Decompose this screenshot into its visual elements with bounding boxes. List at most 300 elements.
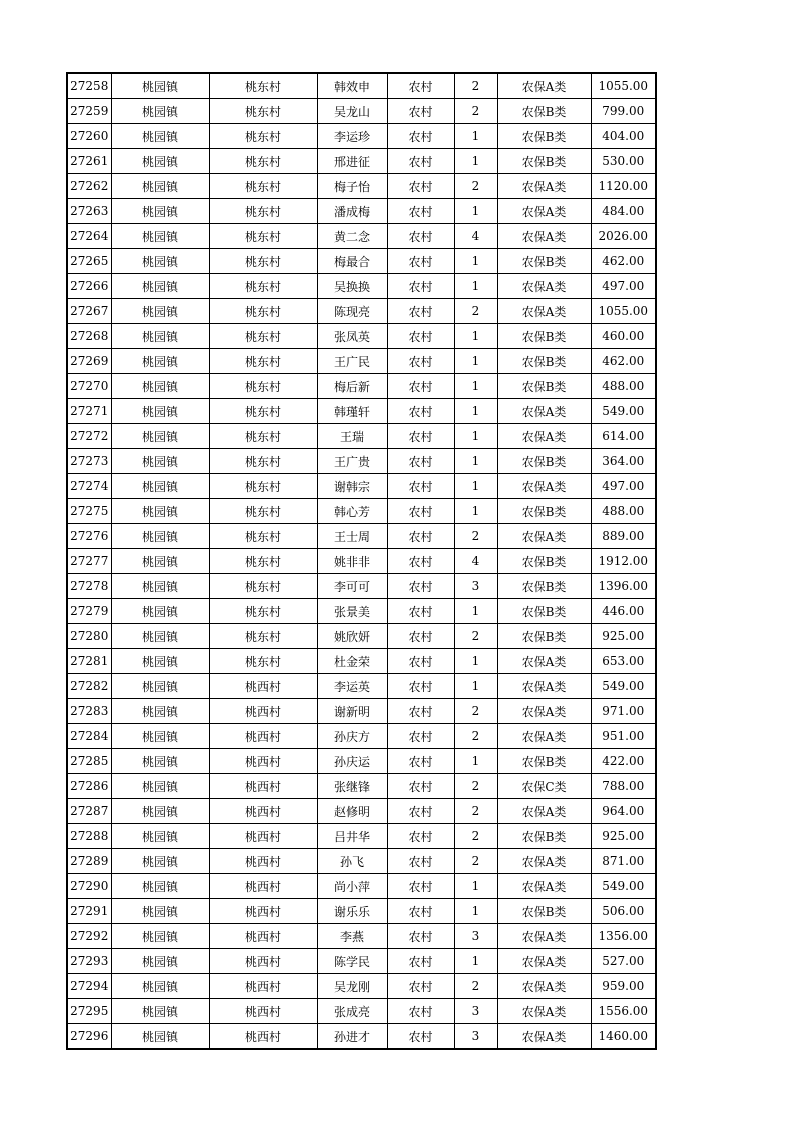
record-id: 27285 [67, 749, 111, 774]
category-cell: 农村 [387, 524, 454, 549]
name-cell: 王广民 [317, 349, 387, 374]
village-cell: 桃东村 [209, 299, 317, 324]
count-cell: 1 [454, 899, 497, 924]
record-id: 27260 [67, 124, 111, 149]
record-id: 27291 [67, 899, 111, 924]
count-cell: 3 [454, 574, 497, 599]
name-cell: 吕井华 [317, 824, 387, 849]
record-id: 27279 [67, 599, 111, 624]
record-id: 27268 [67, 324, 111, 349]
amount-cell: 462.00 [591, 249, 656, 274]
village-cell: 桃东村 [209, 449, 317, 474]
name-cell: 杜金荣 [317, 649, 387, 674]
record-id: 27280 [67, 624, 111, 649]
name-cell: 李可可 [317, 574, 387, 599]
record-id: 27270 [67, 374, 111, 399]
count-cell: 1 [454, 374, 497, 399]
name-cell: 王瑞 [317, 424, 387, 449]
name-cell: 潘成梅 [317, 199, 387, 224]
category-cell: 农村 [387, 724, 454, 749]
insurance-type-cell: 农保A类 [497, 799, 591, 824]
insurance-type-cell: 农保C类 [497, 774, 591, 799]
count-cell: 2 [454, 624, 497, 649]
town-cell: 桃园镇 [111, 199, 209, 224]
town-cell: 桃园镇 [111, 374, 209, 399]
name-cell: 孙庆方 [317, 724, 387, 749]
amount-cell: 549.00 [591, 874, 656, 899]
amount-cell: 530.00 [591, 149, 656, 174]
insurance-type-cell: 农保B类 [497, 374, 591, 399]
amount-cell: 497.00 [591, 474, 656, 499]
village-cell: 桃东村 [209, 574, 317, 599]
category-cell: 农村 [387, 474, 454, 499]
count-cell: 1 [454, 424, 497, 449]
table-row [67, 974, 656, 999]
amount-cell: 799.00 [591, 99, 656, 124]
insurance-type-cell: 农保A类 [497, 224, 591, 249]
table-row [67, 149, 656, 174]
insurance-type-cell: 农保A类 [497, 73, 591, 99]
record-id: 27259 [67, 99, 111, 124]
category-cell: 农村 [387, 224, 454, 249]
count-cell: 3 [454, 924, 497, 949]
record-id: 27293 [67, 949, 111, 974]
table-row [67, 199, 656, 224]
table-row [67, 424, 656, 449]
village-cell: 桃东村 [209, 224, 317, 249]
town-cell: 桃园镇 [111, 73, 209, 99]
table-row [67, 899, 656, 924]
village-cell: 桃西村 [209, 749, 317, 774]
town-cell: 桃园镇 [111, 724, 209, 749]
category-cell: 农村 [387, 324, 454, 349]
town-cell: 桃园镇 [111, 674, 209, 699]
town-cell: 桃园镇 [111, 249, 209, 274]
village-cell: 桃东村 [209, 274, 317, 299]
roster-body [67, 73, 656, 1049]
category-cell: 农村 [387, 449, 454, 474]
record-id: 27284 [67, 724, 111, 749]
insurance-type-cell: 农保B类 [497, 549, 591, 574]
count-cell: 1 [454, 149, 497, 174]
village-cell: 桃东村 [209, 99, 317, 124]
amount-cell: 488.00 [591, 374, 656, 399]
insurance-type-cell: 农保A类 [497, 649, 591, 674]
name-cell: 韩心芳 [317, 499, 387, 524]
record-id: 27277 [67, 549, 111, 574]
table-row [67, 774, 656, 799]
town-cell: 桃园镇 [111, 124, 209, 149]
amount-cell: 971.00 [591, 699, 656, 724]
village-cell: 桃西村 [209, 874, 317, 899]
town-cell: 桃园镇 [111, 974, 209, 999]
town-cell: 桃园镇 [111, 849, 209, 874]
amount-cell: 460.00 [591, 324, 656, 349]
insurance-type-cell: 农保B类 [497, 349, 591, 374]
name-cell: 吴龙山 [317, 99, 387, 124]
category-cell: 农村 [387, 949, 454, 974]
insurance-type-cell: 农保B类 [497, 124, 591, 149]
table-row [67, 574, 656, 599]
insurance-type-cell: 农保A类 [497, 949, 591, 974]
amount-cell: 2026.00 [591, 224, 656, 249]
name-cell: 孙庆运 [317, 749, 387, 774]
count-cell: 2 [454, 799, 497, 824]
insurance-type-cell: 农保A类 [497, 274, 591, 299]
record-id: 27281 [67, 649, 111, 674]
name-cell: 陈学民 [317, 949, 387, 974]
insurance-type-cell: 农保A类 [497, 924, 591, 949]
category-cell: 农村 [387, 599, 454, 624]
table-row [67, 749, 656, 774]
name-cell: 谢新明 [317, 699, 387, 724]
insurance-type-cell: 农保A类 [497, 849, 591, 874]
record-id: 27278 [67, 574, 111, 599]
table-row [67, 674, 656, 699]
amount-cell: 653.00 [591, 649, 656, 674]
town-cell: 桃园镇 [111, 474, 209, 499]
insurance-type-cell: 农保A类 [497, 999, 591, 1024]
table-row [67, 724, 656, 749]
count-cell: 4 [454, 224, 497, 249]
category-cell: 农村 [387, 924, 454, 949]
amount-cell: 549.00 [591, 399, 656, 424]
category-cell: 农村 [387, 699, 454, 724]
table-row [67, 449, 656, 474]
village-cell: 桃东村 [209, 549, 317, 574]
amount-cell: 1120.00 [591, 174, 656, 199]
record-id: 27275 [67, 499, 111, 524]
category-cell: 农村 [387, 574, 454, 599]
count-cell: 4 [454, 549, 497, 574]
amount-cell: 925.00 [591, 624, 656, 649]
town-cell: 桃园镇 [111, 399, 209, 424]
record-id: 27264 [67, 224, 111, 249]
village-cell: 桃东村 [209, 73, 317, 99]
category-cell: 农村 [387, 899, 454, 924]
amount-cell: 964.00 [591, 799, 656, 824]
amount-cell: 1356.00 [591, 924, 656, 949]
table-row [67, 1024, 656, 1050]
name-cell: 梅后新 [317, 374, 387, 399]
amount-cell: 889.00 [591, 524, 656, 549]
record-id: 27276 [67, 524, 111, 549]
record-id: 27283 [67, 699, 111, 724]
count-cell: 1 [454, 324, 497, 349]
town-cell: 桃园镇 [111, 299, 209, 324]
category-cell: 农村 [387, 1024, 454, 1050]
category-cell: 农村 [387, 399, 454, 424]
name-cell: 谢韩宗 [317, 474, 387, 499]
village-cell: 桃西村 [209, 674, 317, 699]
category-cell: 农村 [387, 799, 454, 824]
table-row [67, 349, 656, 374]
village-cell: 桃西村 [209, 974, 317, 999]
record-id: 27262 [67, 174, 111, 199]
amount-cell: 959.00 [591, 974, 656, 999]
count-cell: 3 [454, 999, 497, 1024]
insurance-type-cell: 农保A类 [497, 524, 591, 549]
village-cell: 桃东村 [209, 474, 317, 499]
count-cell: 2 [454, 824, 497, 849]
count-cell: 1 [454, 499, 497, 524]
town-cell: 桃园镇 [111, 149, 209, 174]
village-cell: 桃西村 [209, 724, 317, 749]
town-cell: 桃园镇 [111, 524, 209, 549]
insurance-type-cell: 农保B类 [497, 574, 591, 599]
count-cell: 1 [454, 649, 497, 674]
insurance-type-cell: 农保A类 [497, 474, 591, 499]
count-cell: 1 [454, 599, 497, 624]
insurance-type-cell: 农保A类 [497, 174, 591, 199]
town-cell: 桃园镇 [111, 874, 209, 899]
name-cell: 李运珍 [317, 124, 387, 149]
category-cell: 农村 [387, 424, 454, 449]
name-cell: 陈现亮 [317, 299, 387, 324]
amount-cell: 1460.00 [591, 1024, 656, 1050]
name-cell: 张继锋 [317, 774, 387, 799]
category-cell: 农村 [387, 849, 454, 874]
amount-cell: 549.00 [591, 674, 656, 699]
count-cell: 1 [454, 124, 497, 149]
insurance-type-cell: 农保B类 [497, 149, 591, 174]
village-cell: 桃西村 [209, 699, 317, 724]
name-cell: 孙进才 [317, 1024, 387, 1050]
amount-cell: 497.00 [591, 274, 656, 299]
record-id: 27289 [67, 849, 111, 874]
table-row [67, 399, 656, 424]
count-cell: 1 [454, 749, 497, 774]
table-row [67, 924, 656, 949]
category-cell: 农村 [387, 174, 454, 199]
town-cell: 桃园镇 [111, 349, 209, 374]
name-cell: 张凤英 [317, 324, 387, 349]
village-cell: 桃东村 [209, 174, 317, 199]
town-cell: 桃园镇 [111, 174, 209, 199]
insurance-type-cell: 农保B类 [497, 499, 591, 524]
name-cell: 王士周 [317, 524, 387, 549]
insurance-type-cell: 农保A类 [497, 974, 591, 999]
village-cell: 桃东村 [209, 149, 317, 174]
name-cell: 尚小萍 [317, 874, 387, 899]
village-cell: 桃东村 [209, 424, 317, 449]
village-cell: 桃西村 [209, 799, 317, 824]
count-cell: 1 [454, 949, 497, 974]
category-cell: 农村 [387, 974, 454, 999]
count-cell: 1 [454, 449, 497, 474]
insurance-type-cell: 农保A类 [497, 724, 591, 749]
table-row [67, 524, 656, 549]
village-cell: 桃东村 [209, 349, 317, 374]
village-cell: 桃东村 [209, 124, 317, 149]
name-cell: 邢进征 [317, 149, 387, 174]
town-cell: 桃园镇 [111, 899, 209, 924]
category-cell: 农村 [387, 874, 454, 899]
table-row [67, 949, 656, 974]
town-cell: 桃园镇 [111, 649, 209, 674]
name-cell: 王广贵 [317, 449, 387, 474]
record-id: 27282 [67, 674, 111, 699]
table-row [67, 474, 656, 499]
insurance-type-cell: 农保A类 [497, 399, 591, 424]
record-id: 27263 [67, 199, 111, 224]
record-id: 27286 [67, 774, 111, 799]
category-cell: 农村 [387, 299, 454, 324]
table-row [67, 299, 656, 324]
village-cell: 桃东村 [209, 524, 317, 549]
name-cell: 李运英 [317, 674, 387, 699]
amount-cell: 788.00 [591, 774, 656, 799]
category-cell: 农村 [387, 124, 454, 149]
village-cell: 桃西村 [209, 1024, 317, 1050]
count-cell: 1 [454, 474, 497, 499]
record-id: 27265 [67, 249, 111, 274]
village-cell: 桃西村 [209, 949, 317, 974]
record-id: 27294 [67, 974, 111, 999]
amount-cell: 1912.00 [591, 549, 656, 574]
count-cell: 2 [454, 99, 497, 124]
table-row [67, 649, 656, 674]
record-id: 27261 [67, 149, 111, 174]
village-cell: 桃东村 [209, 499, 317, 524]
name-cell: 张成亮 [317, 999, 387, 1024]
name-cell: 梅子怡 [317, 174, 387, 199]
insurance-type-cell: 农保B类 [497, 324, 591, 349]
category-cell: 农村 [387, 674, 454, 699]
table-row [67, 124, 656, 149]
category-cell: 农村 [387, 374, 454, 399]
town-cell: 桃园镇 [111, 824, 209, 849]
record-id: 27296 [67, 1024, 111, 1050]
table-row [67, 849, 656, 874]
town-cell: 桃园镇 [111, 574, 209, 599]
category-cell: 农村 [387, 549, 454, 574]
town-cell: 桃园镇 [111, 99, 209, 124]
town-cell: 桃园镇 [111, 274, 209, 299]
category-cell: 农村 [387, 824, 454, 849]
table-row [67, 599, 656, 624]
table-row [67, 374, 656, 399]
town-cell: 桃园镇 [111, 699, 209, 724]
village-cell: 桃西村 [209, 849, 317, 874]
record-id: 27290 [67, 874, 111, 899]
category-cell: 农村 [387, 499, 454, 524]
village-cell: 桃东村 [209, 249, 317, 274]
town-cell: 桃园镇 [111, 549, 209, 574]
village-cell: 桃东村 [209, 199, 317, 224]
amount-cell: 614.00 [591, 424, 656, 449]
town-cell: 桃园镇 [111, 1024, 209, 1050]
table-row [67, 699, 656, 724]
village-cell: 桃西村 [209, 824, 317, 849]
village-cell: 桃东村 [209, 399, 317, 424]
table-row [67, 824, 656, 849]
table-row [67, 174, 656, 199]
name-cell: 孙飞 [317, 849, 387, 874]
insurance-type-cell: 农保A类 [497, 699, 591, 724]
town-cell: 桃园镇 [111, 799, 209, 824]
insurance-type-cell: 农保B类 [497, 899, 591, 924]
village-cell: 桃东村 [209, 599, 317, 624]
record-id: 27266 [67, 274, 111, 299]
amount-cell: 527.00 [591, 949, 656, 974]
name-cell: 张景美 [317, 599, 387, 624]
record-id: 27274 [67, 474, 111, 499]
insurance-type-cell: 农保A类 [497, 874, 591, 899]
name-cell: 赵修明 [317, 799, 387, 824]
category-cell: 农村 [387, 274, 454, 299]
record-id: 27272 [67, 424, 111, 449]
record-id: 27269 [67, 349, 111, 374]
table-row [67, 624, 656, 649]
town-cell: 桃园镇 [111, 774, 209, 799]
category-cell: 农村 [387, 349, 454, 374]
record-id: 27267 [67, 299, 111, 324]
table-row [67, 549, 656, 574]
roster-table [66, 72, 657, 1050]
name-cell: 姚欣妍 [317, 624, 387, 649]
amount-cell: 364.00 [591, 449, 656, 474]
town-cell: 桃园镇 [111, 499, 209, 524]
count-cell: 2 [454, 299, 497, 324]
insurance-type-cell: 农保A类 [497, 424, 591, 449]
count-cell: 2 [454, 724, 497, 749]
count-cell: 2 [454, 73, 497, 99]
town-cell: 桃园镇 [111, 424, 209, 449]
record-id: 27271 [67, 399, 111, 424]
amount-cell: 1396.00 [591, 574, 656, 599]
category-cell: 农村 [387, 999, 454, 1024]
amount-cell: 422.00 [591, 749, 656, 774]
name-cell: 吴换换 [317, 274, 387, 299]
town-cell: 桃园镇 [111, 624, 209, 649]
amount-cell: 951.00 [591, 724, 656, 749]
village-cell: 桃东村 [209, 624, 317, 649]
town-cell: 桃园镇 [111, 449, 209, 474]
village-cell: 桃西村 [209, 999, 317, 1024]
name-cell: 姚非非 [317, 549, 387, 574]
category-cell: 农村 [387, 624, 454, 649]
village-cell: 桃东村 [209, 324, 317, 349]
count-cell: 2 [454, 174, 497, 199]
name-cell: 黄二念 [317, 224, 387, 249]
amount-cell: 446.00 [591, 599, 656, 624]
village-cell: 桃西村 [209, 774, 317, 799]
category-cell: 农村 [387, 749, 454, 774]
village-cell: 桃东村 [209, 374, 317, 399]
count-cell: 1 [454, 349, 497, 374]
village-cell: 桃西村 [209, 924, 317, 949]
count-cell: 3 [454, 1024, 497, 1050]
category-cell: 农村 [387, 774, 454, 799]
name-cell: 吴龙刚 [317, 974, 387, 999]
table-row [67, 999, 656, 1024]
insurance-type-cell: 农保B类 [497, 624, 591, 649]
insurance-type-cell: 农保B类 [497, 249, 591, 274]
insurance-type-cell: 农保B类 [497, 749, 591, 774]
count-cell: 2 [454, 774, 497, 799]
table-row [67, 99, 656, 124]
name-cell: 韩效申 [317, 73, 387, 99]
count-cell: 2 [454, 699, 497, 724]
insurance-type-cell: 农保B类 [497, 449, 591, 474]
table-row [67, 249, 656, 274]
amount-cell: 871.00 [591, 849, 656, 874]
category-cell: 农村 [387, 73, 454, 99]
amount-cell: 404.00 [591, 124, 656, 149]
town-cell: 桃园镇 [111, 949, 209, 974]
record-id: 27273 [67, 449, 111, 474]
